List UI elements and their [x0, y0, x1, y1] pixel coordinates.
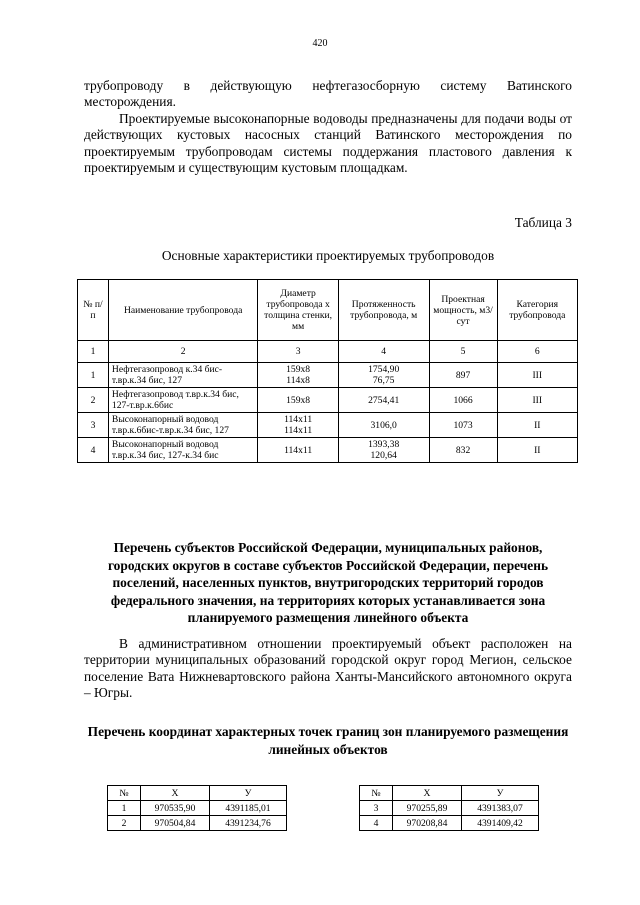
column-number-row: [78, 341, 578, 363]
header-cell: Категория трубопровода: [497, 280, 577, 341]
category-value: II: [497, 413, 577, 438]
diameter-cell: [258, 363, 338, 388]
row-number: 4: [78, 438, 109, 463]
header-cell: X: [393, 786, 462, 801]
length-value: 76,75: [372, 375, 395, 386]
row-number: 2: [78, 388, 109, 413]
table-row: [108, 801, 287, 816]
length-value: 3106,0: [338, 413, 429, 438]
paragraph-1: трубопроводу в действующую нефтегазосборную систему Ватинского месторождения.: [84, 78, 572, 110]
category-value: II: [497, 438, 577, 463]
x-coordinate: 970535,90: [141, 801, 210, 816]
table-row: [78, 363, 578, 388]
diameter-value: 114х11: [284, 414, 313, 425]
header-cell: Наименование трубопровода: [108, 280, 257, 341]
column-number: 1: [78, 341, 109, 363]
header-cell: №: [108, 786, 141, 801]
diameter-cell: [258, 413, 338, 438]
point-number: 2: [108, 816, 141, 831]
x-coordinate: 970255,89: [393, 801, 462, 816]
header-cell: Протяженность трубопровода, м: [338, 280, 429, 341]
header-cell: №: [360, 786, 393, 801]
table-label: Таблица 3: [514, 215, 572, 230]
column-number: 5: [429, 341, 497, 363]
paragraph-2: Проектируемые высоконапорные водоводы предназначены для подачи воды от действующих кустовых насосных станций Ватинского месторождения по проектируемым трубопроводам системы поддержания пластового давления к проектируемым и существующим кустовым площадкам.: [84, 110, 572, 176]
header-cell: У: [210, 786, 287, 801]
length-value: 1393,38: [368, 439, 400, 450]
pipeline-table: [77, 279, 578, 463]
pipeline-name: Нефтегазопровод т.вр.к.34 бис, 127-т.вр.к.6бис: [108, 388, 257, 413]
intro-text: [84, 78, 572, 176]
length-value: 120,64: [370, 450, 397, 461]
capacity-value: 1066: [429, 388, 497, 413]
header-cell: X: [141, 786, 210, 801]
diameter-value: 114х8: [286, 375, 310, 386]
diameter-value: 114х11: [258, 438, 338, 463]
coords-header-row: [108, 786, 287, 801]
category-value: III: [497, 388, 577, 413]
length-value: 2754,41: [338, 388, 429, 413]
pipeline-name: Высоконапорный водовод т.вр.к.34 бис, 127-к.34 бис: [108, 438, 257, 463]
column-number: 2: [108, 341, 257, 363]
y-coordinate: 4391409,42: [462, 816, 539, 831]
x-coordinate: 970504,84: [141, 816, 210, 831]
table-row: [108, 816, 287, 831]
diameter-value: 159х8: [286, 364, 311, 375]
diameter-value: 159х8: [258, 388, 338, 413]
y-coordinate: 4391383,07: [462, 801, 539, 816]
paragraph-3: В административном отношении проектируемый объект расположен на территории муниципальных образований городской округ город Мегион, сельское поселение Вата Нижневартовского района Ханты-Мансийского автономного округа – Югры.: [84, 636, 572, 701]
section-heading-subjects: Перечень субъектов Российской Федерации, муниципальных районов, городских округов в составе субъектов Российской Федерации, перечень поселений, населенных пунктов, внутригородских территорий городов федерального значения, на территориях которых устанавливается зона планируемого размещения линейного объекта: [107, 540, 549, 626]
length-value: 1754,90: [368, 364, 400, 375]
table-header-row: [78, 280, 578, 341]
table-row: [78, 438, 578, 463]
coordinates-table-right: [359, 785, 539, 831]
y-coordinate: 4391234,76: [210, 816, 287, 831]
section-heading-coordinates: Перечень координат характерных точек границ зон планируемого размещения линейных объектов: [87, 724, 569, 757]
point-number: 4: [360, 816, 393, 831]
capacity-value: 832: [429, 438, 497, 463]
table-row: [360, 801, 539, 816]
coords-header-row: [360, 786, 539, 801]
row-number: 1: [78, 363, 109, 388]
pipeline-name: Высоконапорный водовод т.вр.к.6бис-т.вр.к.34 бис, 127: [108, 413, 257, 438]
header-cell: № п/п: [78, 280, 109, 341]
column-number: 6: [497, 341, 577, 363]
table-title: Основные характеристики проектируемых трубопроводов: [161, 248, 495, 263]
header-cell: У: [462, 786, 539, 801]
capacity-value: 897: [429, 363, 497, 388]
column-number: 4: [338, 341, 429, 363]
pipeline-name: Нефтегазопровод к.34 бис-т.вр.к.34 бис, 127: [108, 363, 257, 388]
column-number: 3: [258, 341, 338, 363]
admin-text: [84, 636, 572, 702]
diameter-value: 114х11: [284, 425, 313, 436]
coordinates-table-left: [107, 785, 287, 831]
row-number: 3: [78, 413, 109, 438]
point-number: 3: [360, 801, 393, 816]
length-cell: [338, 438, 429, 463]
point-number: 1: [108, 801, 141, 816]
capacity-value: 1073: [429, 413, 497, 438]
y-coordinate: 4391185,01: [210, 801, 287, 816]
x-coordinate: 970208,84: [393, 816, 462, 831]
length-cell: [338, 363, 429, 388]
page-number: 420: [312, 38, 328, 49]
header-cell: Диаметр трубопровода х толщина стенки, мм: [258, 280, 338, 341]
table-row: [78, 388, 578, 413]
header-cell: Проектная мощность, м3/сут: [429, 280, 497, 341]
category-value: III: [497, 363, 577, 388]
table-row: [78, 413, 578, 438]
table-row: [360, 816, 539, 831]
